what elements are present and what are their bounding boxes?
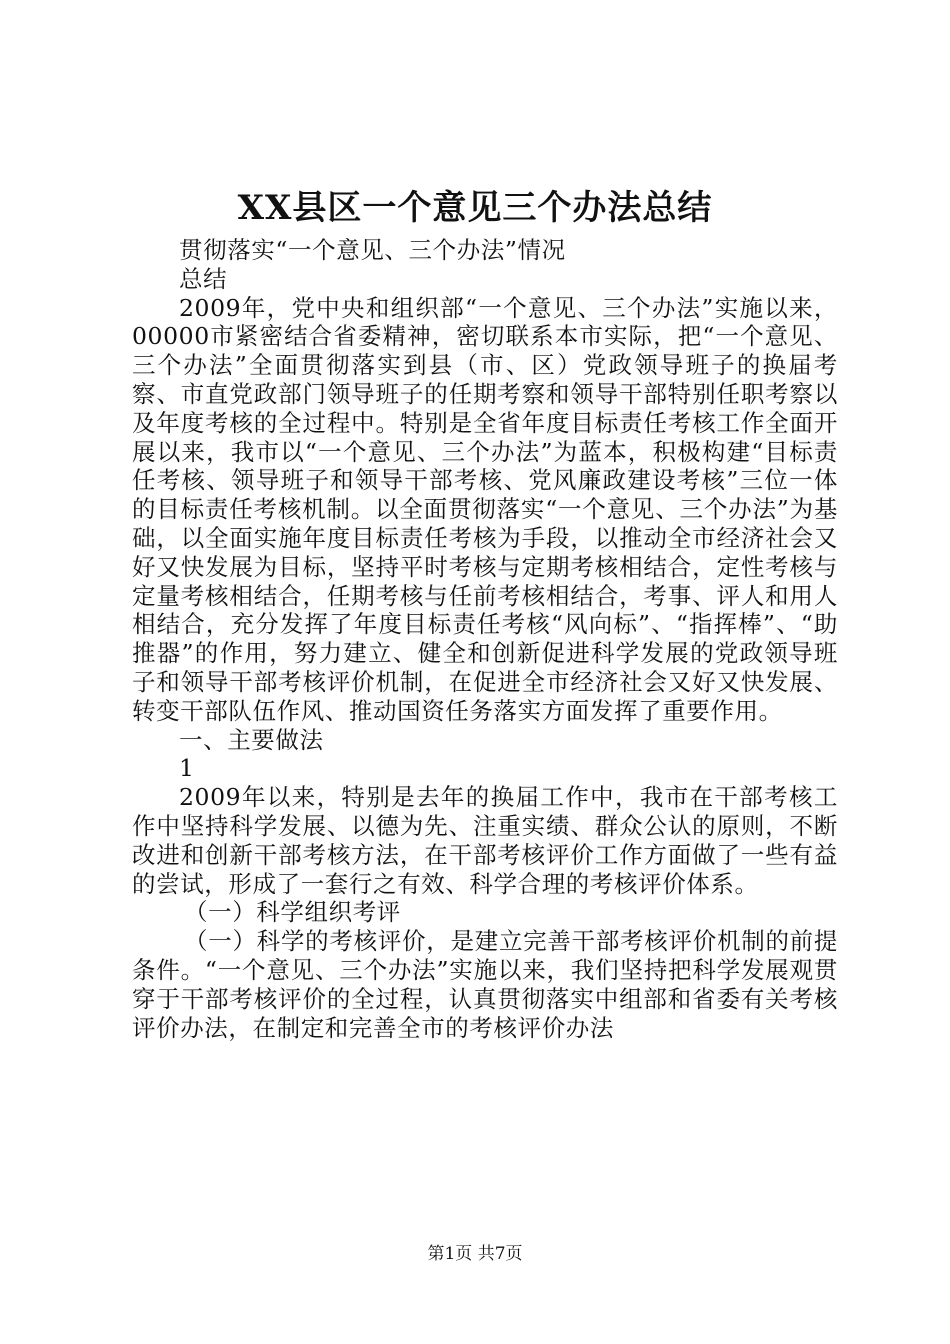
paragraph-practice: 2009年以来，特别是去年的换届工作中，我市在干部考核工作中坚持科学发展、以德为先、注重实绩、群众公认的原则，不断改进和创新干部考核方法，在干部考核评价工作方面做了一些有益的尝试，形成了一套行之有效、科学合理的考核评价体系。	[132, 783, 838, 898]
document-title: XX县区一个意见三个办法总结	[237, 188, 713, 228]
subsection-heading: （一）科学组织考评	[184, 898, 401, 927]
subtitle-line-1: 贯彻落实“一个意见、三个办法”情况	[179, 236, 566, 264]
paragraph-intro: 2009年，党中央和组织部“一个意见、三个办法”实施以来，00000市紧密结合省委精神，密切联系本市实际，把“一个意见、三个办法”全面贯彻落实到县（市、区）党政领导班子的换届考察、市直党政部门领导班子的任期考察和领导干部特别任职考察以及年度考核的全过程中。特别是全省年度目标责任考核工作全面开展以来，我市以“一个意见、三个办法”为蓝本，积极构建“目标责任考核、领导班子和领导干部考核、党风廉政建设考核”三位一体的目标责任考核机制。以全面贯彻落实“一个意见、三个办法”为基础，以全面实施年度目标责任考核为手段，以推动全市经济社会又好又快发展为目标，坚持平时考核与定期考核相结合，定性考核与定量考核相结合，任期考核与任前考核相结合，考事、评人和用人相结合，充分发挥了年度目标责任考核“风向标”、“指挥棒”、“助推器”的作用，努力建立、健全和创新促进科学发展的党政领导班子和领导干部考核评价机制，在促进全市经济社会又好又快发展、转变干部队伍作风、推动国资任务落实方面发挥了重要作用。	[132, 293, 838, 725]
subtitle-line-2: 总结	[179, 264, 228, 293]
document-body	[132, 236, 838, 1042]
section-number: 1	[179, 754, 195, 783]
section-heading: 一、主要做法	[179, 725, 324, 754]
page-footer: 第1页 共7页	[427, 1244, 523, 1264]
paragraph-evaluation: （一）科学的考核评价，是建立完善干部考核评价机制的前提条件。“一个意见、三个办法”实施以来，我们坚持把科学发展观贯穿于干部考核评价的全过程，认真贯彻落实中组部和省委有关考核评价办法，在制定和完善全市的考核评价办法	[132, 927, 838, 1042]
